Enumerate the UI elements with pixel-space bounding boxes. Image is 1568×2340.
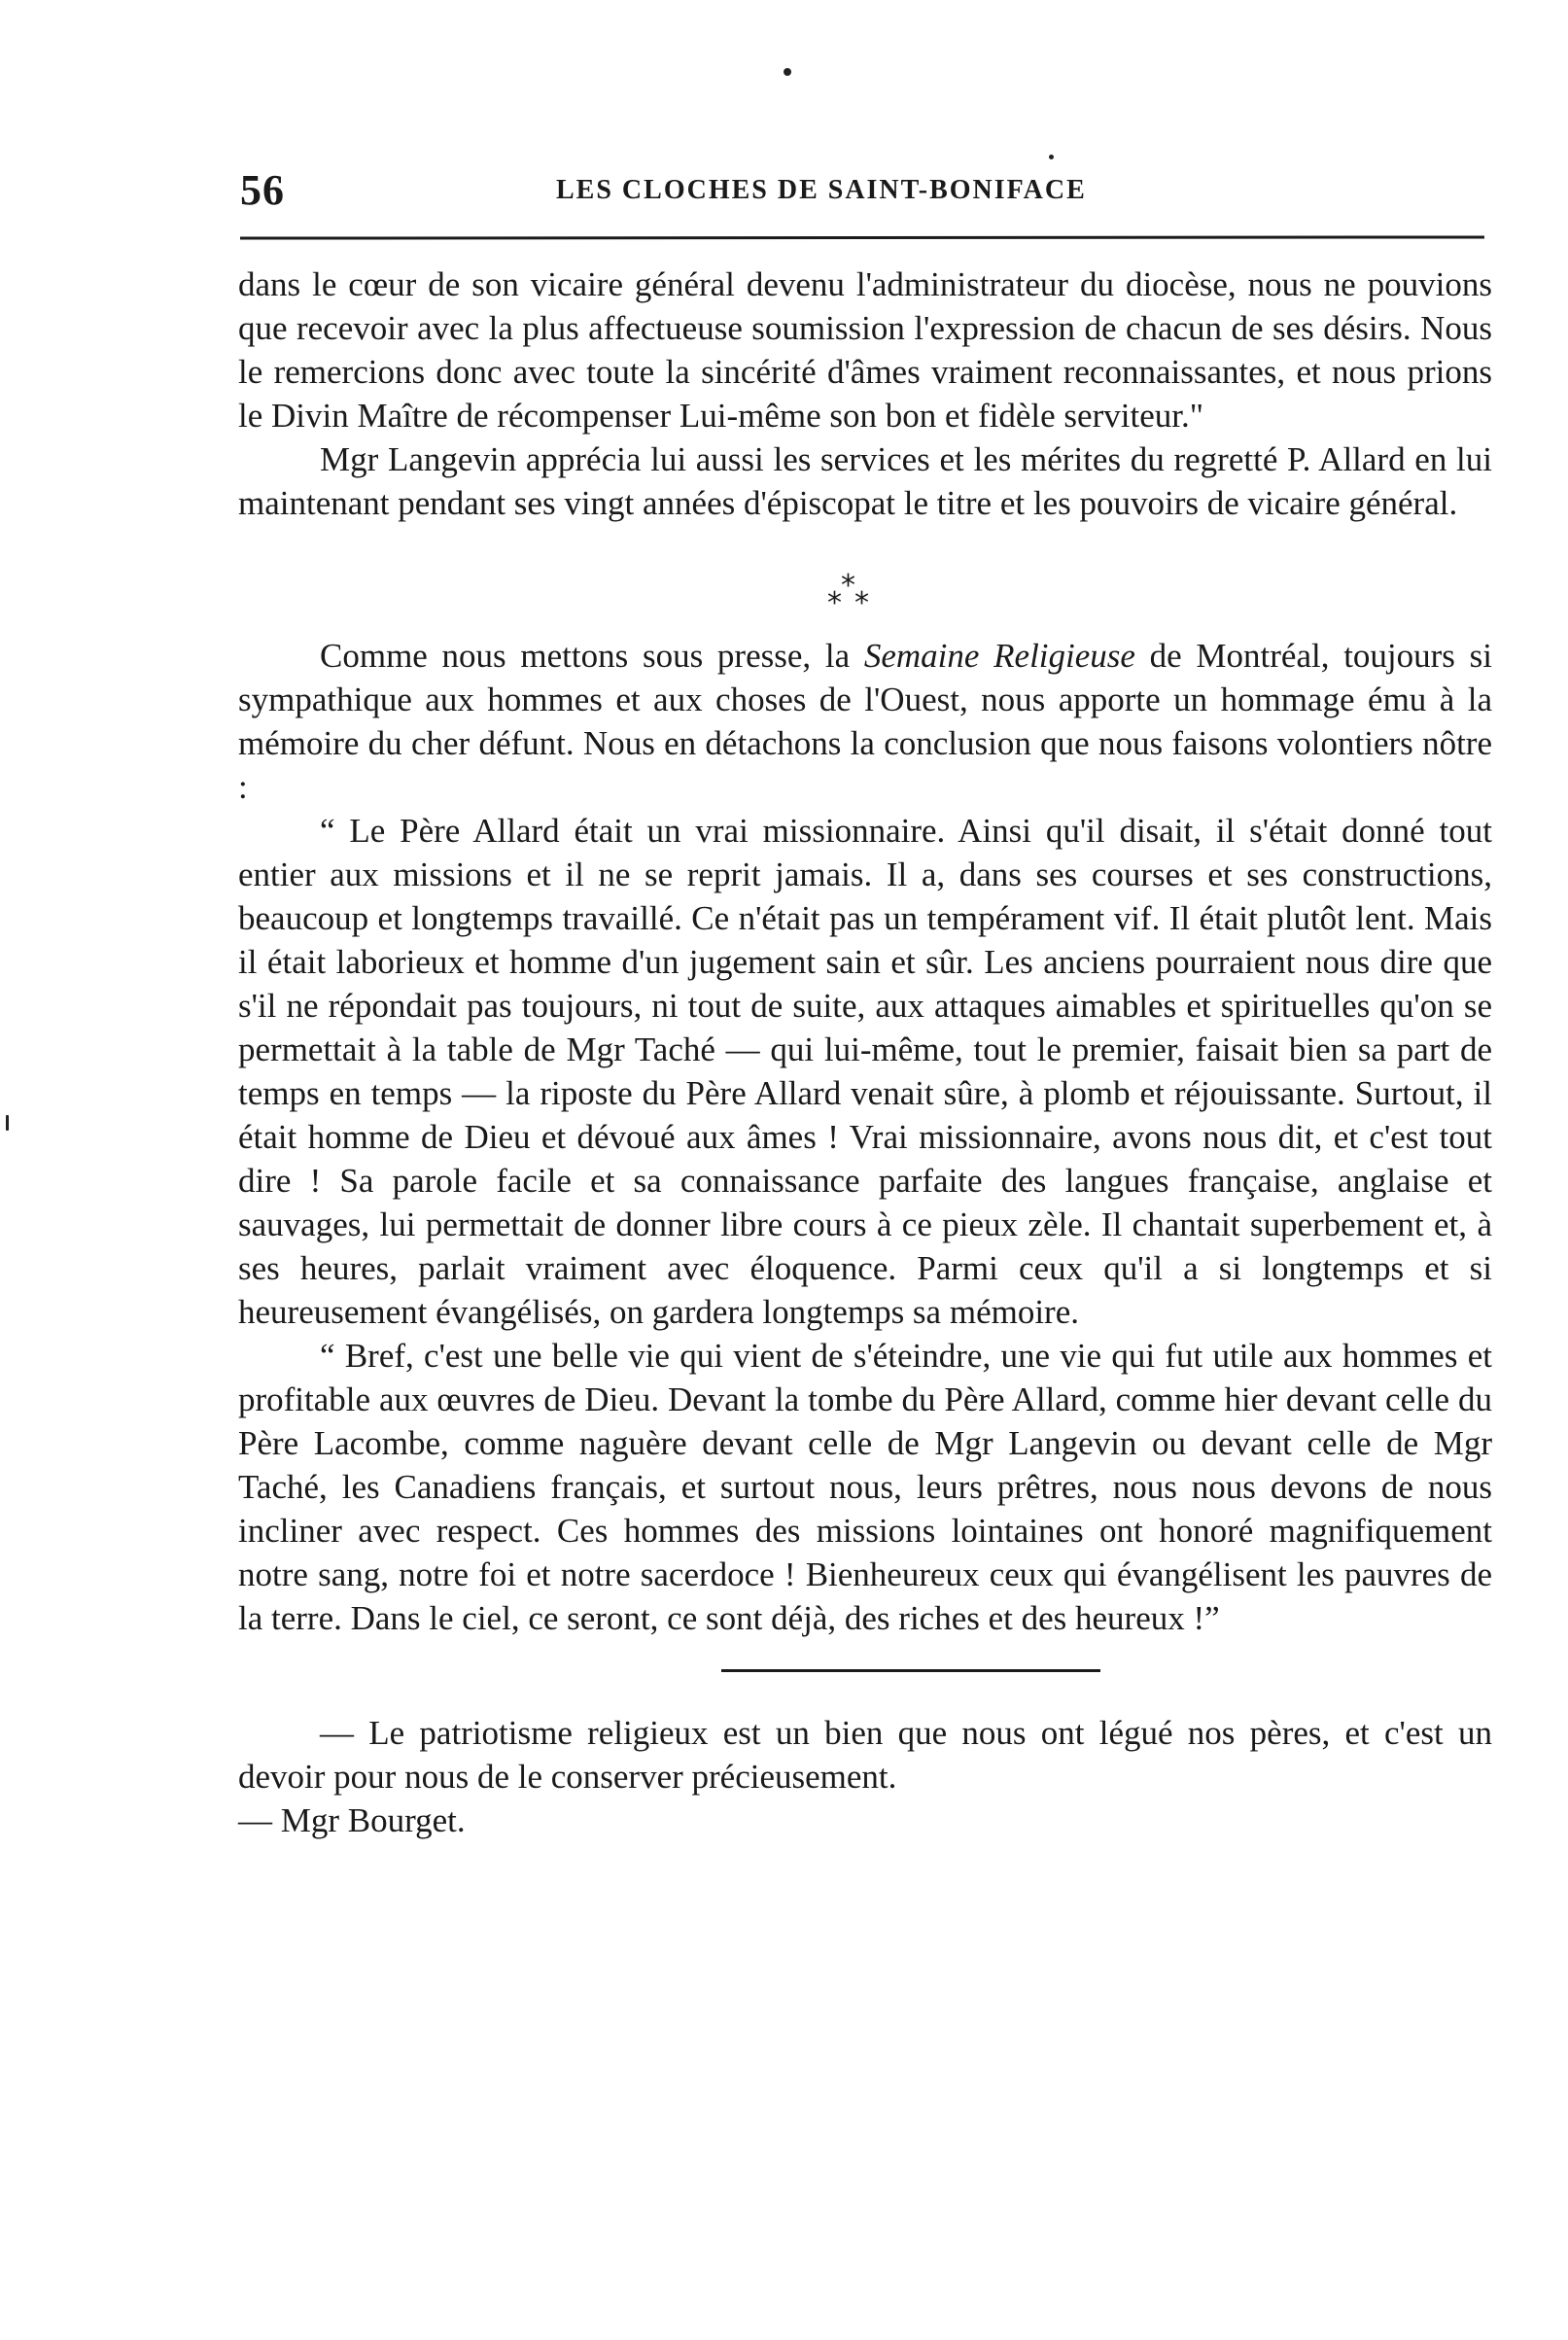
paragraph: Mgr Langevin apprécia lui aussi les services et les mérites du regretté P. Allard en lui maintenant pendant ses vingt années d'épiscopat le titre et les pouvoirs de vicaire général. xyxy=(238,440,1492,522)
paragraph: dans le cœur de son vicaire général devenu l'administrateur du diocèse, nous ne pouvions que recevoir avec la plus affectueuse soumission l'expression de chacun de ses désirs. Nous le remercions donc avec toute la sincérité d'âmes vraiment reconnaissantes, et nous prions le Divin Maître de récompenser Lui-même son bon et fidèle serviteur." xyxy=(238,265,1492,435)
ink-speck xyxy=(6,1115,9,1131)
section-divider xyxy=(721,1669,1100,1672)
publication-title: Semaine Religieuse xyxy=(863,637,1135,675)
quote-text: — Le patriotisme religieux est un bien que nous ont légué nos pères, et c'est un devoir pour nous de le conserver précieusement. xyxy=(238,1714,1492,1796)
page-number: 56 xyxy=(240,166,285,214)
paragraph-text: de Montréal, toujours si sympathique aux hommes et aux choses de l'Ouest, nous apporte un hommage ému à la mémoire du cher défunt. Nous en détachons la conclusion que nous faisons volontiers nôtre : xyxy=(238,637,1492,806)
ink-speck xyxy=(1049,155,1054,159)
header-rule xyxy=(240,235,1484,239)
asterism-star-left: * xyxy=(827,586,842,620)
main-text xyxy=(238,262,1492,1842)
paragraph xyxy=(238,634,1492,809)
asterism-star-right: * xyxy=(854,586,869,620)
paragraph: “ Bref, c'est une belle vie qui vient de s'éteindre, une vie qui fut utile aux hommes et profitable aux œuvres de Dieu. Devant la tombe du Père Allard, comme hier devant celle du Père Lacombe, comme naguère devant celle de Mgr Langevin ou devant celle de Mgr Taché, les Canadiens français, et surtout nous, leurs prêtres, nous nous devons de nous incliner avec respect. Ces hommes des missions lointaines ont honoré magnifiquement notre sang, notre foi et notre sacerdoce ! Bienheureux ceux qui évangélisent les pauvres de la terre. Dans le ciel, ce seront, ce sont déjà, des riches et des heureux !” xyxy=(238,1337,1492,1637)
page-header xyxy=(240,165,1484,224)
closing-quote xyxy=(238,1711,1492,1842)
running-title: LES CLOCHES DE SAINT-BONIFACE xyxy=(556,175,1087,205)
ink-speck xyxy=(784,68,791,76)
paragraph: “ Le Père Allard était un vrai missionnaire. Ainsi qu'il disait, il s'était donné tout entier aux missions et il ne se reprit jamais. Il a, dans ses courses et ses constructions, beaucoup et longtemps travaillé. Ce n'était pas un tempérament vif. Il était plutôt lent. Mais il était laborieux et homme d'un jugement sain et sûr. Les anciens pourraient nous dire que s'il ne répondait pas toujours, ni tout de suite, aux attaques aimables et spirituelles qu'on se permettait à la table de Mgr Taché — qui lui-même, tout le premier, faisait bien sa part de temps en temps — la riposte du Père Allard venait sûre, à plomb et réjouissante. Surtout, il était homme de Dieu et dévoué aux âmes ! Vrai missionnaire, avons nous dit, et c'est tout dire ! Sa parole facile et sa connaissance parfaite des langues française, anglaise et sauvages, lui permettait de donner libre cours à ce pieux zèle. Il chantait superbement et, à ses heures, parlait vraiment avec éloquence. Parmi ceux qu'il a si longtemps et si heureusement évangélisés, on gardera longtemps sa mémoire. xyxy=(238,812,1492,1331)
asterism-star-top: * xyxy=(841,569,855,603)
asterism xyxy=(238,525,1492,634)
quote-attribution: — Mgr Bourget. xyxy=(238,1801,466,1839)
paragraph-text: Comme nous mettons sous presse, la xyxy=(320,637,864,675)
